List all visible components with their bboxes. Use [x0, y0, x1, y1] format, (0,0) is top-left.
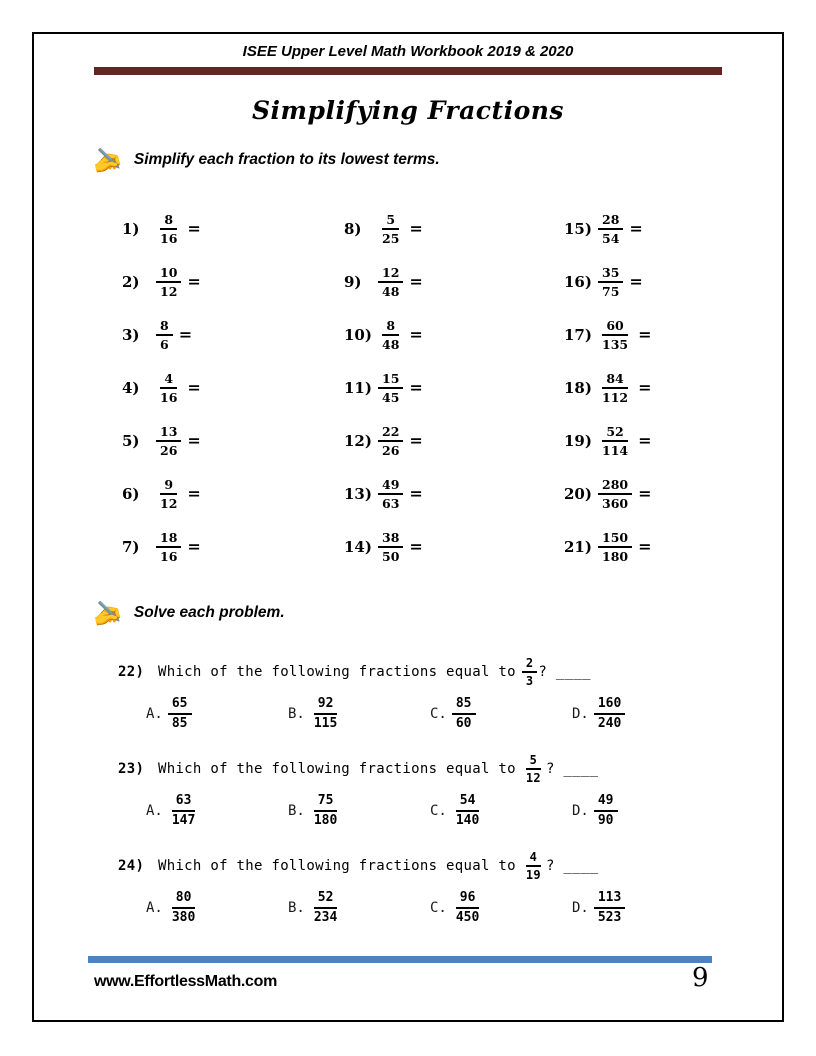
choice-fraction [594, 793, 618, 828]
answer-choice [146, 890, 288, 925]
fraction-problem-item [564, 371, 779, 405]
fraction-denominator: 6 [160, 336, 169, 352]
word-problems-list [118, 650, 738, 941]
question-number: 23) [118, 761, 145, 777]
problem-number: 3) [122, 325, 140, 344]
fraction-numerator: 5 [526, 753, 542, 770]
fraction [378, 318, 403, 352]
equals-sign: = [187, 219, 201, 238]
word-problem-prompt [118, 650, 738, 694]
fraction-denominator: 16 [160, 389, 178, 405]
fraction-numerator: 54 [456, 793, 480, 812]
answer-blank: ? ____ [545, 858, 599, 874]
choice-fraction [168, 890, 199, 925]
choice-fraction [594, 696, 625, 731]
fraction [378, 212, 403, 246]
answer-choices-row [118, 791, 738, 831]
equals-sign: = [629, 272, 643, 291]
fraction-numerator: 96 [456, 890, 480, 909]
fraction-problems-grid [122, 202, 779, 573]
fraction-denominator: 12 [160, 495, 178, 511]
fraction-problem-item [344, 318, 564, 352]
question-number: 22) [118, 664, 145, 680]
problem-number: 21) [564, 537, 592, 556]
choice-fraction [310, 890, 341, 925]
choice-label: A. [146, 900, 163, 916]
problem-number: 7) [122, 537, 140, 556]
fraction-problem-item [564, 212, 779, 246]
fraction-numerator: 49 [378, 477, 403, 495]
fraction-numerator: 22 [378, 424, 403, 442]
fraction-numerator: 84 [602, 371, 627, 389]
answer-choice [288, 793, 430, 828]
fraction-problem-item [344, 530, 564, 564]
equals-sign: = [187, 484, 201, 503]
equals-sign: = [409, 272, 423, 291]
writing-hand-icon: ✍ [89, 143, 125, 177]
fraction-numerator: 8 [156, 318, 173, 336]
problem-number: 13) [344, 484, 372, 503]
fraction [156, 424, 181, 458]
fraction [598, 265, 623, 299]
fraction-numerator: 280 [598, 477, 632, 495]
choice-fraction [310, 696, 341, 731]
fraction-problem-item [122, 212, 344, 246]
fraction-denominator: 360 [602, 495, 629, 511]
fraction-numerator: 160 [594, 696, 625, 715]
word-problem [118, 844, 738, 928]
fraction [598, 371, 632, 405]
fraction-denominator: 45 [382, 389, 400, 405]
problem-number: 12) [344, 431, 372, 450]
choice-fraction [452, 890, 483, 925]
fraction [156, 318, 173, 352]
fraction-denominator: 16 [160, 230, 178, 246]
word-problem [118, 747, 738, 831]
fraction-numerator: 38 [378, 530, 403, 548]
question-number: 24) [118, 858, 145, 874]
fraction-denominator: 25 [382, 230, 400, 246]
equals-sign: = [638, 325, 652, 344]
fraction-problem-item [564, 530, 779, 564]
fraction [378, 424, 403, 458]
problem-number: 8) [344, 219, 362, 238]
fraction-denominator: 234 [313, 910, 338, 925]
word-problem-prompt [118, 747, 738, 791]
choice-label: A. [146, 803, 163, 819]
answer-choice [430, 696, 572, 731]
fraction-denominator: 3 [525, 674, 534, 688]
equals-sign: = [187, 431, 201, 450]
fraction-numerator: 13 [156, 424, 181, 442]
fraction [598, 530, 632, 564]
fraction-numerator: 18 [156, 530, 181, 548]
fraction-denominator: 112 [602, 389, 629, 405]
answer-choice [146, 696, 288, 731]
fraction [156, 265, 181, 299]
page-number: 9 [692, 963, 709, 993]
problem-number: 9) [344, 272, 362, 291]
fraction-problem-item [344, 265, 564, 299]
fraction-numerator: 8 [382, 318, 399, 336]
fraction-denominator: 12 [525, 771, 541, 785]
fraction-denominator: 147 [171, 813, 196, 828]
problem-number: 18) [564, 378, 592, 397]
answer-choice [572, 696, 714, 731]
choice-fraction [168, 793, 199, 828]
choice-fraction [594, 890, 625, 925]
fraction-denominator: 140 [455, 813, 480, 828]
answer-choice [572, 793, 714, 828]
fraction [598, 424, 632, 458]
fraction-numerator: 4 [160, 371, 177, 389]
fraction-denominator: 240 [597, 716, 622, 731]
fraction-problem-item [122, 371, 344, 405]
fraction-numerator: 60 [602, 318, 627, 336]
equals-sign: = [187, 378, 201, 397]
fraction-denominator: 85 [171, 716, 188, 731]
fraction-numerator: 4 [526, 850, 542, 867]
word-problem [118, 650, 738, 734]
fraction [378, 371, 403, 405]
choice-label: B. [288, 900, 305, 916]
section2-header [89, 596, 285, 630]
fraction-numerator: 80 [172, 890, 196, 909]
problem-number: 20) [564, 484, 592, 503]
fraction-numerator: 15 [378, 371, 403, 389]
fraction-problem-item [122, 424, 344, 458]
answer-choice [430, 793, 572, 828]
fraction-problem-item [344, 212, 564, 246]
footer-website: www.EffortlessMath.com [94, 973, 278, 990]
choice-label: A. [146, 706, 163, 722]
fraction-numerator: 52 [314, 890, 338, 909]
answer-blank: ? ____ [538, 664, 591, 680]
equals-sign: = [409, 431, 423, 450]
fraction-problem-item [564, 477, 779, 511]
question-text: Which of the following fractions equal to [158, 664, 516, 680]
equals-sign: = [409, 484, 423, 503]
fraction-denominator: 523 [597, 910, 622, 925]
problem-number: 17) [564, 325, 592, 344]
problem-number: 15) [564, 219, 592, 238]
choice-label: D. [572, 803, 589, 819]
choice-fraction [310, 793, 341, 828]
fraction-numerator: 113 [594, 890, 625, 909]
fraction-numerator: 10 [156, 265, 181, 283]
equals-sign: = [638, 484, 652, 503]
writing-hand-icon: ✍ [89, 596, 125, 630]
fraction-numerator: 85 [452, 696, 476, 715]
target-fraction [522, 850, 545, 883]
answer-choice [146, 793, 288, 828]
fraction-numerator: 9 [160, 477, 177, 495]
fraction-numerator: 49 [594, 793, 618, 812]
problem-number: 11) [344, 378, 372, 397]
equals-sign: = [638, 537, 652, 556]
equals-sign: = [409, 537, 423, 556]
target-fraction [522, 753, 545, 786]
fraction-denominator: 19 [525, 868, 541, 882]
fraction-numerator: 35 [598, 265, 623, 283]
target-fraction [522, 656, 538, 689]
fraction-denominator: 26 [382, 442, 400, 458]
equals-sign: = [409, 378, 423, 397]
question-text: Which of the following fractions equal to [158, 761, 516, 777]
fraction-numerator: 12 [378, 265, 403, 283]
problem-number: 19) [564, 431, 592, 450]
fraction-denominator: 50 [382, 548, 400, 564]
fraction-denominator: 90 [597, 813, 614, 828]
choice-fraction [168, 696, 192, 731]
fraction-problem-item [122, 265, 344, 299]
equals-sign: = [409, 325, 423, 344]
header-rule-bar [94, 67, 722, 75]
fraction-numerator: 5 [382, 212, 399, 230]
equals-sign: = [187, 537, 201, 556]
problem-number: 1) [122, 219, 140, 238]
fraction-problem-item [564, 424, 779, 458]
problem-number: 10) [344, 325, 372, 344]
fraction-problem-item [122, 318, 344, 352]
choice-label: B. [288, 803, 305, 819]
fraction-numerator: 63 [172, 793, 196, 812]
answer-choices-row [118, 694, 738, 734]
problem-number: 14) [344, 537, 372, 556]
equals-sign: = [638, 378, 652, 397]
fraction-denominator: 450 [455, 910, 480, 925]
equals-sign: = [178, 325, 193, 344]
answer-choice [288, 890, 430, 925]
fraction-denominator: 75 [602, 283, 620, 299]
fraction-problem-item [564, 318, 779, 352]
choice-label: C. [430, 706, 447, 722]
choice-label: D. [572, 706, 589, 722]
fraction-problem-item [344, 477, 564, 511]
fraction-denominator: 48 [382, 336, 400, 352]
section1-instruction: Simplify each fraction to its lowest terms. [133, 151, 440, 168]
fraction-denominator: 48 [382, 283, 400, 299]
choice-label: B. [288, 706, 305, 722]
choice-label: C. [430, 803, 447, 819]
fraction-denominator: 12 [160, 283, 178, 299]
fraction-denominator: 135 [602, 336, 629, 352]
fraction [378, 477, 403, 511]
fraction-problem-item [564, 265, 779, 299]
fraction [156, 530, 181, 564]
problem-number: 6) [122, 484, 140, 503]
question-text: Which of the following fractions equal to [158, 858, 516, 874]
fraction-numerator: 52 [602, 424, 627, 442]
fraction [598, 212, 623, 246]
fraction [598, 477, 632, 511]
fraction-denominator: 114 [602, 442, 629, 458]
fraction [598, 318, 632, 352]
fraction-problem-item [122, 477, 344, 511]
equals-sign: = [409, 219, 423, 238]
fraction-denominator: 60 [455, 716, 472, 731]
choice-label: C. [430, 900, 447, 916]
fraction [156, 371, 181, 405]
fraction-problem-item [344, 424, 564, 458]
fraction-numerator: 75 [314, 793, 338, 812]
answer-choice [572, 890, 714, 925]
fraction-problem-item [344, 371, 564, 405]
problem-number: 16) [564, 272, 592, 291]
fraction [156, 477, 181, 511]
fraction-denominator: 180 [313, 813, 338, 828]
fraction-numerator: 8 [160, 212, 177, 230]
fraction-denominator: 54 [602, 230, 620, 246]
fraction [378, 530, 403, 564]
fraction [156, 212, 181, 246]
fraction-denominator: 115 [313, 716, 338, 731]
answer-choices-row [118, 888, 738, 928]
section2-instruction: Solve each problem. [133, 604, 285, 621]
footer-rule-bar [88, 956, 712, 963]
choice-label: D. [572, 900, 589, 916]
fraction-denominator: 16 [160, 548, 178, 564]
equals-sign: = [629, 219, 643, 238]
equals-sign: = [638, 431, 652, 450]
fraction-numerator: 2 [522, 656, 538, 673]
page-title: Simplifying Fractions [252, 96, 564, 125]
fraction-numerator: 65 [168, 696, 192, 715]
problem-number: 5) [122, 431, 140, 450]
running-head-title: ISEE Upper Level Math Workbook 2019 & 2020 [242, 43, 574, 60]
answer-choice [288, 696, 430, 731]
fraction-denominator: 180 [602, 548, 629, 564]
equals-sign: = [187, 272, 201, 291]
problem-number: 4) [122, 378, 140, 397]
fraction [378, 265, 403, 299]
answer-blank: ? ____ [545, 761, 599, 777]
fraction-problem-item [122, 530, 344, 564]
fraction-numerator: 92 [314, 696, 338, 715]
word-problem-prompt [118, 844, 738, 888]
answer-choice [430, 890, 572, 925]
choice-fraction [452, 696, 476, 731]
problem-number: 2) [122, 272, 140, 291]
fraction-numerator: 28 [598, 212, 623, 230]
section1-header [89, 143, 440, 177]
fraction-denominator: 26 [160, 442, 178, 458]
fraction-numerator: 150 [598, 530, 632, 548]
fraction-denominator: 380 [171, 910, 196, 925]
fraction-denominator: 63 [382, 495, 400, 511]
choice-fraction [452, 793, 483, 828]
